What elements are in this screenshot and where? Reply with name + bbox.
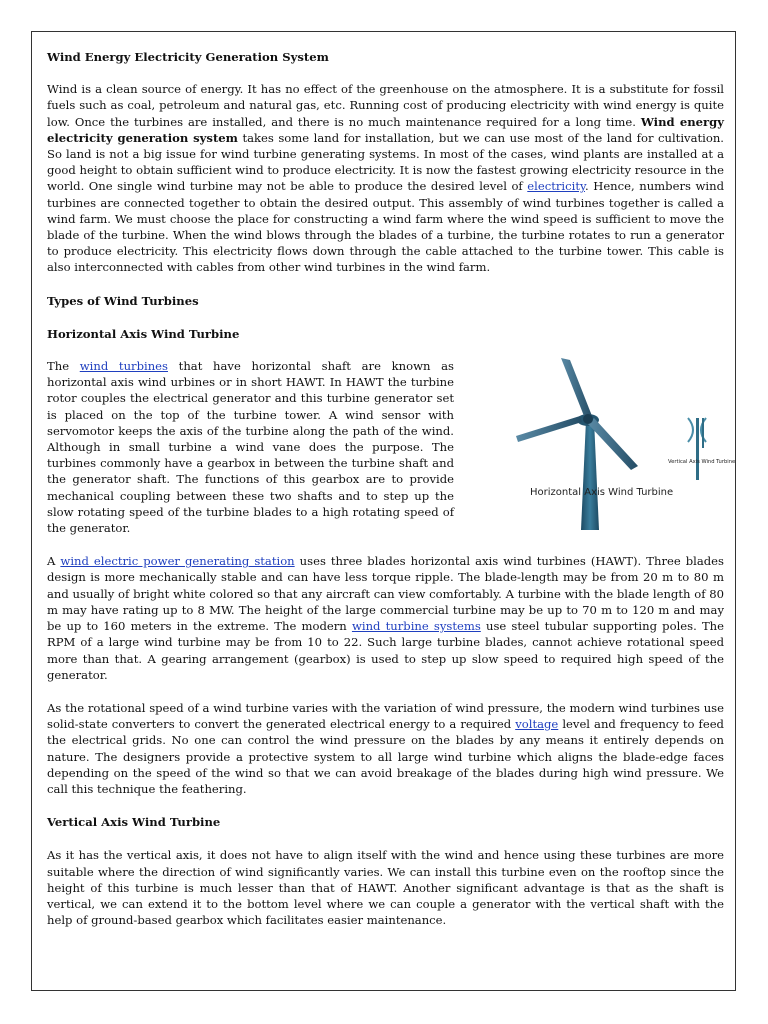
hawt-label: Horizontal Axis Wind Turbine <box>530 487 674 499</box>
document-title: Wind Energy Electricity Generation System <box>47 50 329 64</box>
hub-shape <box>583 414 593 424</box>
tower-shape <box>581 420 599 530</box>
hawt-paragraph: The wind turbines that have horizontal shaft are known as horizontal axis wind urbines or in short HAWT. In HAWT the turbine rotor couples the electrical generator and this turbine generator set is placed on the top of the turbine tower. A wind sensor with servomotor keeps the axis of the turbine along the path of the wind. Although in small turbine a wind vane does the purpose. The turbines commonly have a gearbox in between the turbine shaft and the generator shaft. The functions of this gearbox are to provide mechanical coupling between these two shafts and to step up the slow rotating speed of the turbine blades to a high rotating speed of the generator. <box>47 359 455 536</box>
intro-paragraph: Wind is a clean source of energy. It has no effect of the greenhouse on the atmosphere. It is a substitute for fossil fuels such as coal, petroleum and natural gas, etc. Running cost of producing electricity with wind energy is quite low. Once the turbines are installed, and there is no much maintenance required for a long time. Wind energy electricity generation system takes some land for installation, but we can use most of the land for cultivation. So land is not a big issue for wind turbine generating systems. In most of the cases, wind plants are installed at a good height to obtain sufficient wind to produce electricity. It is now the fastest growing electricity resource in the world. One single wind turbine may not be able to produce the desired level of electricity. Hence, numbers wind turbines are connected together to obtain the desired output. This assembly of wind turbines together is called a wind farm. We must choose the place for constructing a wind farm where the wind speed is sufficient to move the blade of the turbine. When the wind blows through the blades of a turbine, the turbine rotates to run a generator to produce electricity. This electricity flows down through the cable attached to the turbine tower. This cable is also interconnected with cables from other wind turbines in the wind farm. <box>47 82 725 275</box>
blade-left <box>516 416 582 442</box>
wind-turbine-illustration <box>466 358 736 530</box>
vawt-heading: Vertical Axis Wind Turbine <box>47 815 221 830</box>
wind-turbine-systems-link[interactable]: wind turbine systems <box>351 619 481 634</box>
document-body <box>47 49 736 928</box>
document-page <box>31 31 736 991</box>
electricity-link[interactable]: electricity <box>527 179 585 194</box>
hawt-heading: Horizontal Axis Wind Turbine <box>47 326 240 341</box>
blade-top <box>561 358 592 416</box>
wind-electric-station-link[interactable]: wind electric power generating station <box>60 554 295 569</box>
vawt-shaft <box>696 418 699 480</box>
wind-turbines-link[interactable]: wind turbines <box>79 359 168 374</box>
feathering-paragraph: As the rotational speed of a wind turbine varies with the variation of wind pressure, the modern wind turbines use solid-state converters to convert the generated electrical energy to a required voltage level and frequency to feed the electrical grids. No one can control the wind pressure on the blades by any means it entirely depends on nature. The designers provide a protective system to all large wind turbine which aligns the blade-edge faces depending on the speed of the wind so that we can avoid breakage of the blades during high wind pressure. We call this technique the feathering. <box>47 700 724 796</box>
vawt-label: Vertical Axis Wind Turbine <box>668 459 736 466</box>
vawt-paragraph: As it has the vertical axis, it does not have to align itself with the wind and hence using these turbines are more suitable where the direction of wind significantly varies. We can install this turbine even on the rooftop since the height of this turbine is much lesser than that of HAWT. Another significant advantage is that as the shaft is vertical, we can extend it to the bottom level where we can couple a generator with the vertical shaft with the help of ground-based gearbox which facilitates easier maintenance. <box>47 848 724 928</box>
wind-turbine-figure <box>466 358 736 530</box>
voltage-link[interactable]: voltage <box>515 717 559 732</box>
hawt-details-paragraph: A wind electric power generating station uses three blades horizontal axis wind turbines (HAWT). Three blades design is more mechanically stable and can have less torque ripple. The blade-length may be from 20 m to 80 m and usually of bright white colored so that any aircraft can view comfortably. A turbine with the blade length of 80 m may have rating up to 8 MW. The height of the large commercial turbine may be up to 70 m to 120 m and may be up to 160 meters in the extreme. The modern wind turbine systems use steel tubular supporting poles. The RPM of a large wind turbine may be from 10 to 22. Such large turbine blades, cannot achieve rotational speed more than that. A gearing arrangement (gearbox) is used to step up slow speed to required high speed of the generator. <box>47 554 725 682</box>
types-heading: Types of Wind Turbines <box>47 293 199 308</box>
